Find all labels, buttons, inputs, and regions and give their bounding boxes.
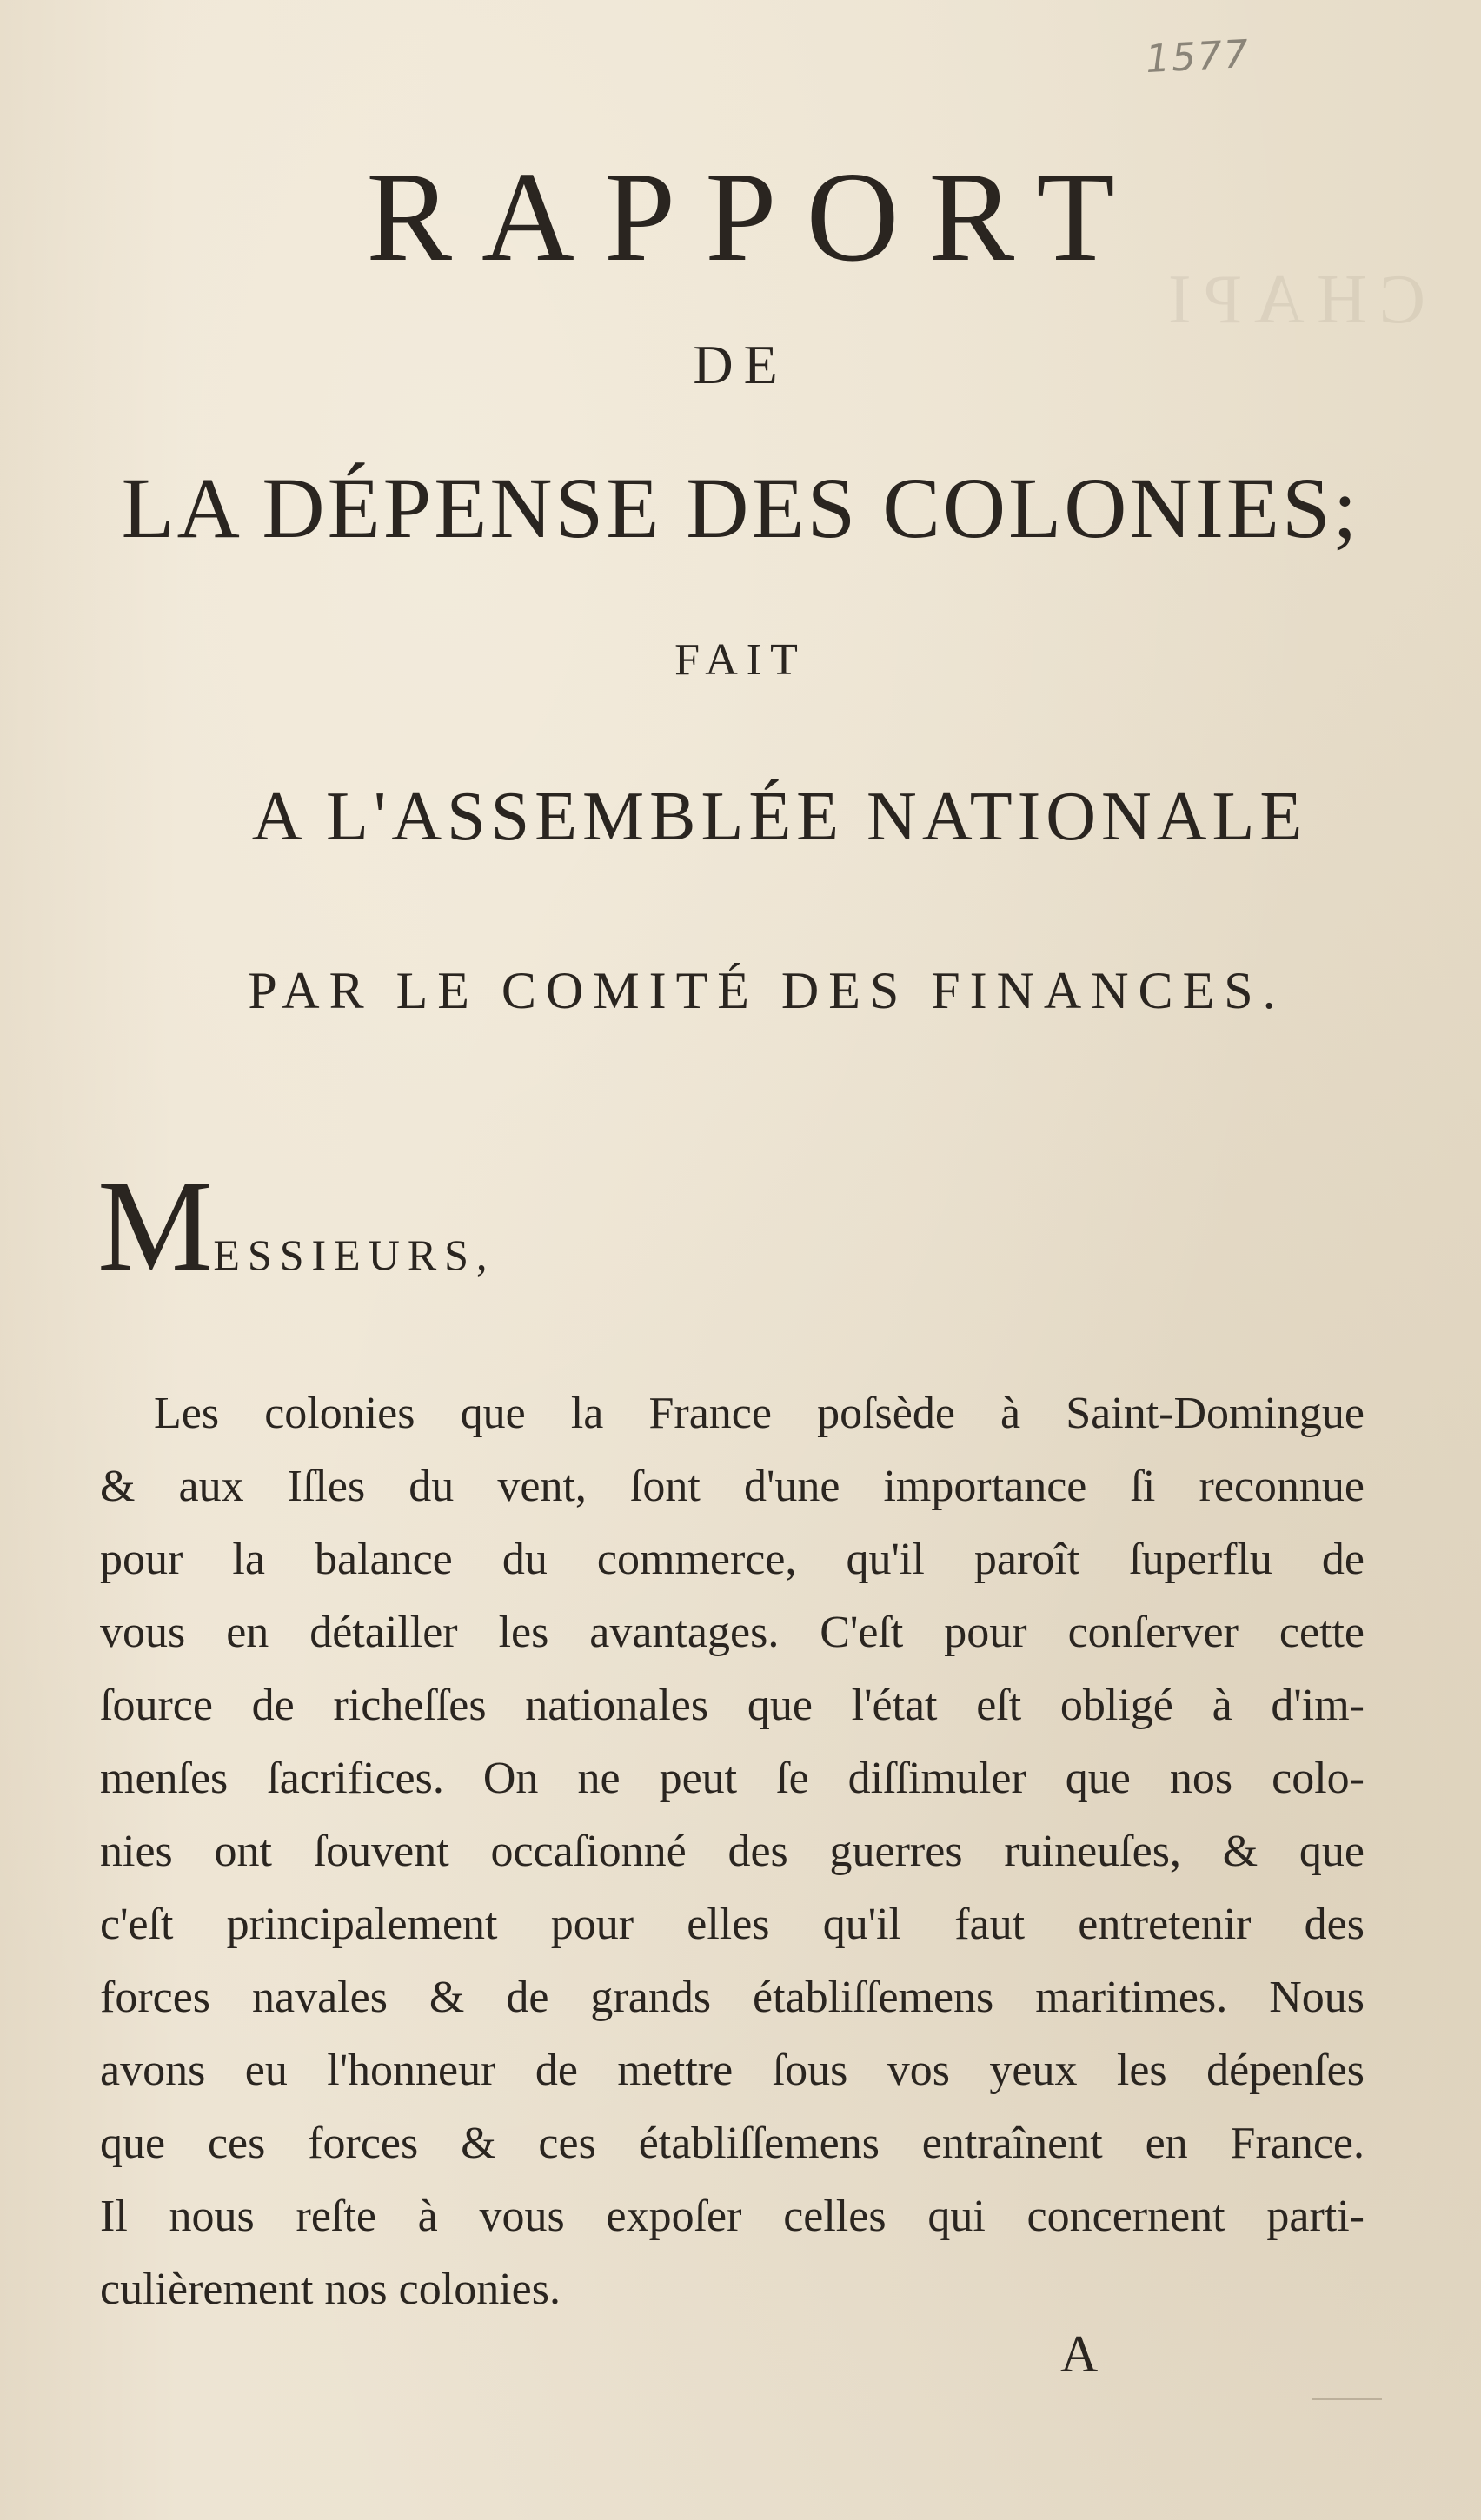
heading-fait: FAIT: [674, 635, 807, 685]
heading-committee: PAR LE COMITÉ DES FINANCES.: [248, 962, 1285, 1019]
body-line: Il nous reſte à vous expoſer celles qui concernent parti-: [100, 2192, 1365, 2241]
salutation-initial: M: [97, 1154, 214, 1298]
body-line: avons eu l'honneur de mettre ſous vos yeux les dépenſes: [100, 2046, 1365, 2095]
body-line: Les colonies que la France poſsède à Saint-Domingue: [154, 1389, 1365, 1438]
body-paragraph: [100, 1377, 1365, 2326]
body-line: ſource de richeſſes nationales que l'état eſt obligé à d'im-: [100, 1681, 1365, 1730]
salutation-rest: ESSIEURS,: [213, 1230, 495, 1279]
divider: [1312, 2398, 1382, 2400]
body-line: c'eſt principalement pour elles qu'il faut entretenir des: [100, 1900, 1365, 1949]
shelfmark-annotation: 1577: [1144, 31, 1252, 83]
heading-subject: LA DÉPENSE DES COLONIES;: [121, 460, 1360, 556]
body-line: pour la balance du commerce, qu'il paroît ſuperflu de: [100, 1535, 1365, 1584]
body-line: vous en détailler les avantages. C'eſt pour conſerver cette: [100, 1608, 1365, 1657]
report-title: RAPPORT: [366, 146, 1145, 288]
body-line: forces navales & de grands établiſſemens maritimes. Nous: [100, 1973, 1365, 2022]
heading-assembly: A L'ASSEMBLÉE NATIONALE: [251, 779, 1308, 855]
body-line: culièrement nos colonies.: [100, 2265, 561, 2314]
body-line: & aux Iſles du vent, ſont d'une importance ſi reconnue: [100, 1462, 1365, 1511]
body-line: que ces forces & ces établiſſemens entraînent en France.: [100, 2119, 1365, 2168]
show-through-text: CHAPI: [1156, 262, 1426, 338]
body-line: nies ont ſouvent occaſionné des guerres ruineuſes, & que: [100, 1827, 1365, 1876]
salutation: [97, 1154, 495, 1298]
signature-mark: A: [1060, 2325, 1099, 2383]
heading-de: DE: [693, 334, 788, 395]
body-line: menſes ſacrifices. On ne peut ſe diſſimuler que nos colo-: [100, 1754, 1365, 1803]
